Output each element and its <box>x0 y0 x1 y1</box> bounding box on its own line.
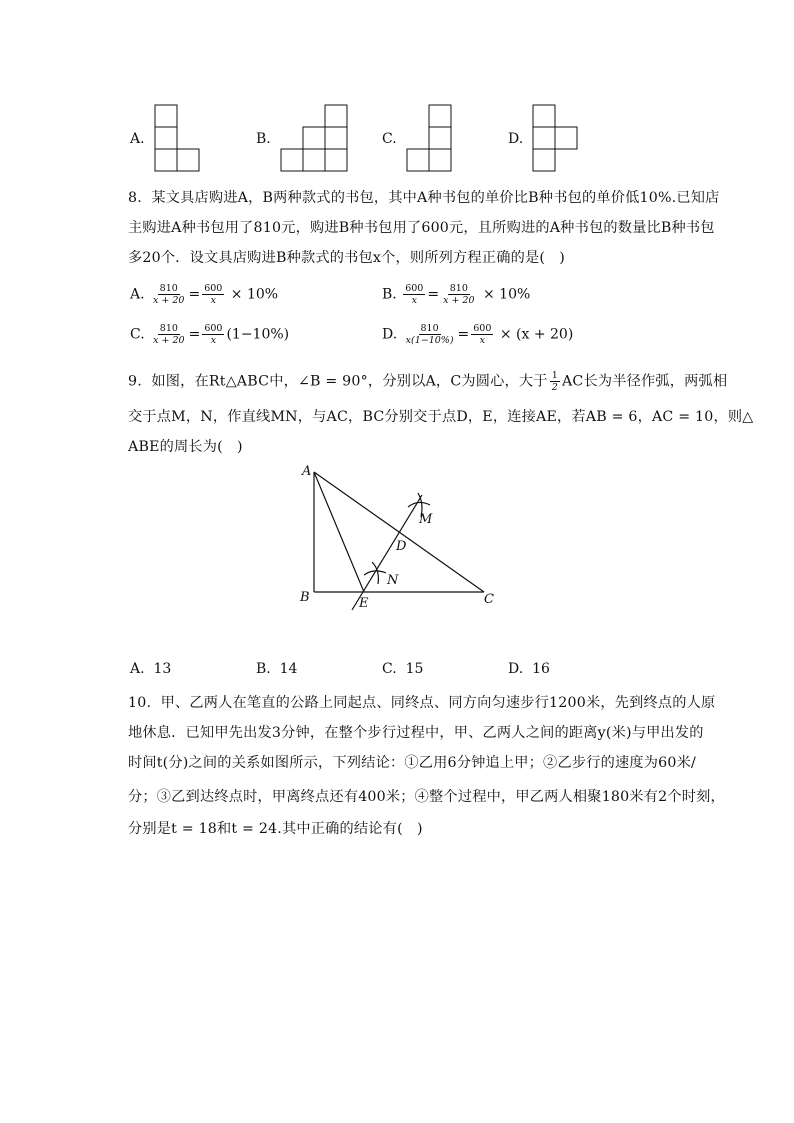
label-n: N <box>387 573 399 588</box>
numerator: 1 <box>551 370 558 381</box>
fraction <box>471 323 493 346</box>
fraction <box>403 283 425 306</box>
fraction <box>441 283 476 306</box>
q7-option-b-label: B. <box>256 131 271 147</box>
denominator: x + 20 <box>443 295 475 306</box>
q9-option-c: C. 15 <box>382 661 424 677</box>
numerator: 600 <box>405 283 424 294</box>
q8-option-b-label: B. <box>382 286 397 303</box>
fraction <box>151 283 186 306</box>
q9-line-1-b: AC长为半径作弧，两弧相 <box>561 373 728 390</box>
q9-option-b: B. 14 <box>256 661 298 677</box>
q8-option-c-tail: (1−10%) <box>226 326 290 343</box>
numerator: 600 <box>204 323 223 334</box>
label-c: C <box>484 592 494 607</box>
q8-option-a-tail: × 10% <box>230 286 279 303</box>
grid-shape-a <box>154 104 200 172</box>
q9-line-1 <box>128 370 727 393</box>
triangle-figure <box>290 455 510 615</box>
denominator: x(1−10%) <box>405 335 454 346</box>
q9-line-2: 交于点M，N，作直线MN，与AC，BC分别交于点D，E，连接AE，若AB = 6，AC = 10，则△ <box>128 409 754 425</box>
numerator: 810 <box>159 283 178 294</box>
fraction <box>202 323 224 346</box>
grid-shape-d <box>532 104 578 172</box>
q8-line-3: 多20个．设文具店购进B种款式的书包x个，则所列方程正确的是( ) <box>128 250 565 266</box>
q7-option-c-label: C. <box>382 131 397 147</box>
denominator: x <box>411 295 417 306</box>
grid-shape-c <box>406 104 452 172</box>
q8-option-b-tail: × 10% <box>482 286 531 303</box>
denominator: x <box>210 295 216 306</box>
fraction-one-half <box>550 370 560 393</box>
q9-line-3: ABE的周长为( ) <box>128 439 243 455</box>
denominator: x <box>479 335 486 346</box>
line-mn <box>352 495 422 610</box>
q8-line-2: 主购进A种书包用了810元，购进B种书包用了600元，且所购进的A种书包的数量比B种书包 <box>128 220 715 236</box>
fraction <box>151 323 186 346</box>
q10-line-1: 10. 甲、乙两人在笔直的公路上同起点、同终点、同方向匀速步行1200米，先到终点的人原 <box>128 695 716 711</box>
q10-line-5: 分别是t = 18和t = 24.其中正确的结论有( ) <box>128 821 423 837</box>
q8-option-b: B. $\frac{600}{x}$ = $\frac{810}{x + 20}$ × 10% <box>382 283 531 306</box>
numerator: 810 <box>420 323 439 334</box>
q8-option-c-label: C. <box>130 326 145 343</box>
arc-m-1 <box>408 502 430 507</box>
denominator: x + 20 <box>153 335 185 346</box>
numerator: 810 <box>159 323 178 334</box>
q8-line-1: 8. 某文具店购进A，B两种款式的书包，其中A种书包的单价比B种书包的单价低10%.已知店 <box>128 190 720 206</box>
label-a: A <box>302 464 312 479</box>
numerator: 600 <box>473 323 492 334</box>
denominator: x + 20 <box>153 295 185 306</box>
q10-line-2: 地休息．已知甲先出发3分钟，在整个步行过程中，甲、乙两人之间的距离y(米)与甲出发的 <box>128 725 704 741</box>
q7-option-d-label: D. <box>508 131 524 147</box>
label-m: M <box>419 512 433 527</box>
q9-option-d: D. 16 <box>508 661 550 677</box>
q10-line-3: 时间t(分)之间的关系如图所示，下列结论：①乙用6分钟追上甲；②乙步行的速度为60米/ <box>128 755 696 771</box>
q9-option-a: A. 13 <box>130 661 172 677</box>
q7-option-a-label: A. <box>130 131 145 147</box>
q10-line-4: 分；③乙到达终点时，甲离终点还有400米；④整个过程中，甲乙两人相聚180米有2个时刻， <box>128 789 725 805</box>
q8-option-d: D. $\frac{810}{x(1-10\%)}$ = $\frac{600}{x}$ × (x + 20) <box>382 323 574 346</box>
denominator: 2 <box>551 382 558 393</box>
grid-shape-b <box>280 104 348 172</box>
fraction <box>404 323 456 346</box>
q8-option-c: C. $\frac{810}{x + 20}$ = $\frac{600}{x}$ (1−10%) <box>130 323 290 346</box>
q8-option-d-label: D. <box>382 326 398 343</box>
q8-option-a: A. $\frac{810}{x + 20}$ = $\frac{600}{x}$ × 10% <box>130 283 279 306</box>
label-b: B <box>300 590 310 605</box>
label-d: D <box>396 539 407 554</box>
q8-option-d-tail: × (x + 20) <box>499 326 574 343</box>
q9-line-1-a: 9. 如图，在Rt△ABC中，∠B = 90°，分别以A，C为圆心，大于 <box>128 373 548 390</box>
q8-option-a-label: A. <box>130 286 145 303</box>
numerator: 600 <box>204 283 223 294</box>
denominator: x <box>210 335 217 346</box>
numerator: 810 <box>449 283 468 294</box>
fraction <box>202 283 224 306</box>
label-e: E <box>359 596 369 611</box>
